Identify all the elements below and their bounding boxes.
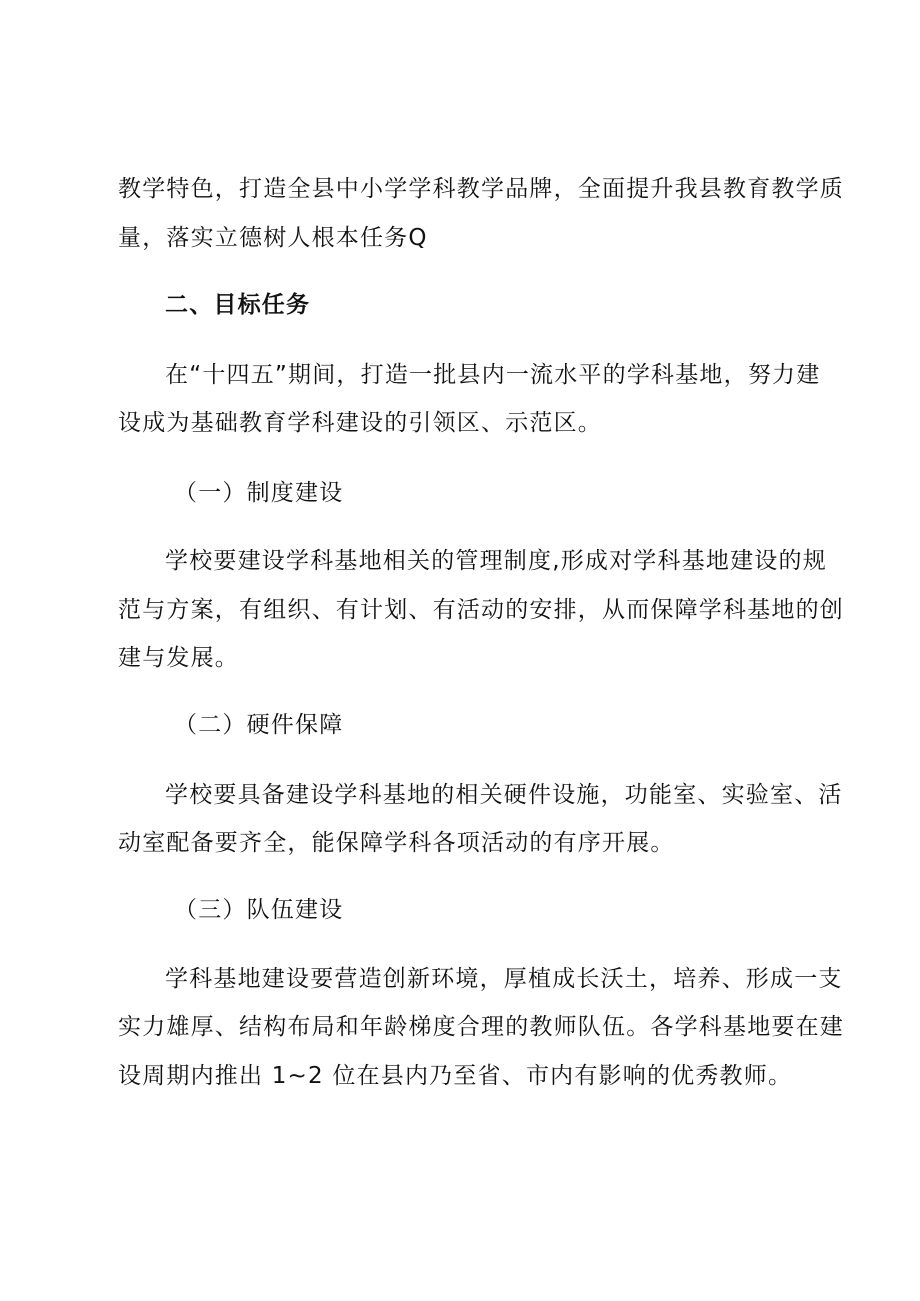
goal-line-2: 设成为基础教育学科建设的引领区、示范区。 [118, 410, 602, 436]
subsection-1-line-2: 范与方案，有组织、有计划、有活动的安排，从而保障学科基地的创 [118, 597, 844, 623]
subsection-3-line-2: 实力雄厚、结构布局和年龄梯度合理的教师队伍。各学科基地要在建 [118, 1014, 844, 1040]
subsection-1-line-3: 建与发展。 [118, 645, 239, 671]
subsection-3-line-3: 设周期内推出 1~2 位在县内乃至省、市内有影响的优秀教师。 [118, 1063, 793, 1089]
subsection-heading-3: （三）队伍建设 [174, 897, 344, 923]
goal-line-1: 在“十四五”期间，打造一批县内一流水平的学科基地，努力建 [165, 362, 821, 388]
subsection-2-line-1: 学校要具备建设学科基地的相关硬件设施，功能室、实验室、活 [165, 782, 843, 808]
subsection-heading-2: （二）硬件保障 [174, 712, 344, 738]
subsection-3-line-1: 学科基地建设要营造创新环境，厚植成长沃土，培养、形成一支 [165, 966, 843, 992]
subsection-1-line-1: 学校要建设学科基地相关的管理制度,形成对学科基地建设的规 [165, 548, 827, 574]
subsection-heading-1: （一）制度建设 [174, 480, 344, 506]
intro-line-1: 教学特色，打造全县中小学学科教学品牌，全面提升我县教育教学质 [118, 176, 844, 202]
subsection-2-line-2: 动室配备要齐全，能保障学科各项活动的有序开展。 [118, 830, 675, 856]
intro-line-2: 量，落实立德树人根本任务Q [118, 225, 428, 251]
section-heading: 二、目标任务 [165, 292, 311, 318]
